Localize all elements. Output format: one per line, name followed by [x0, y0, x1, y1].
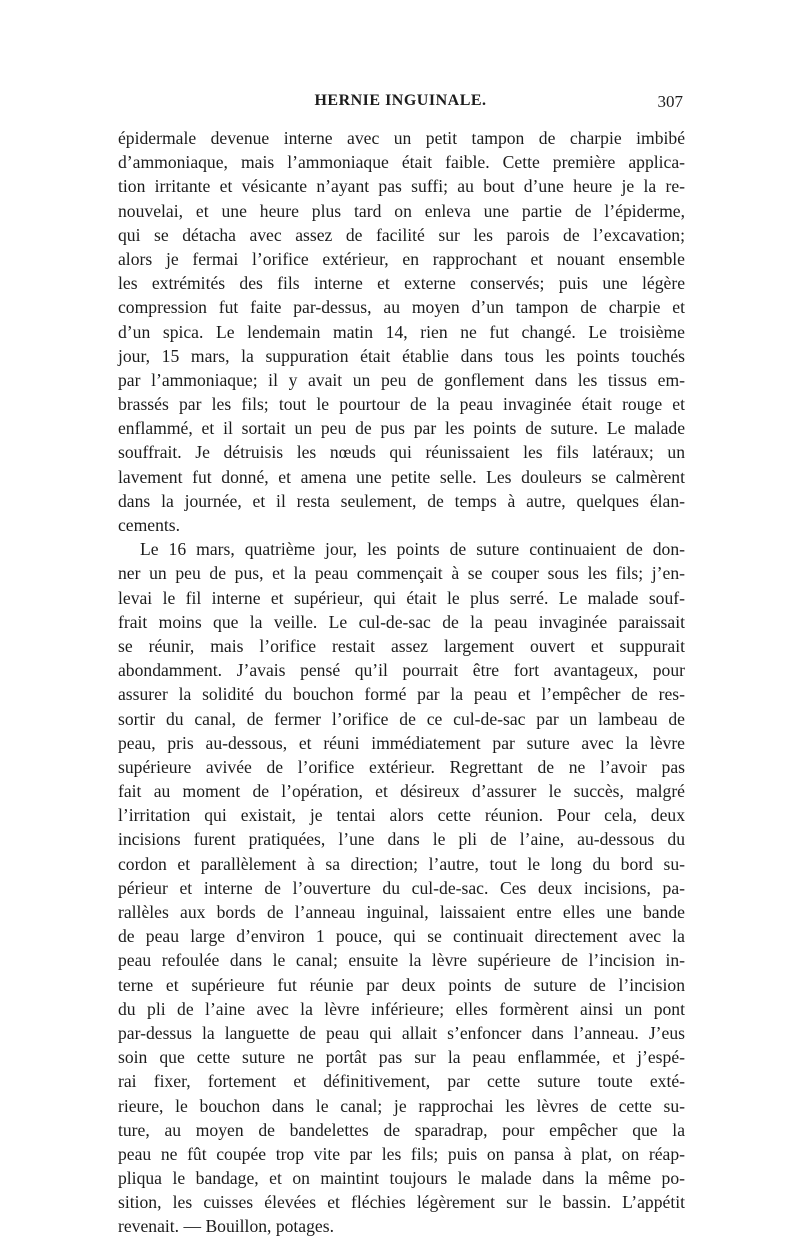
- text-line: jour, 15 mars, la suppuration était établie dans tous les points touchés: [118, 345, 685, 366]
- text-line: Le 16 mars, quatrième jour, les points de suture continuaient de don-: [140, 539, 685, 560]
- text-line: l’irritation qui existait, je tentai alors cette réunion. Pour cela, deux: [118, 805, 685, 826]
- text-line: rallèles aux bords de l’anneau inguinal, laissaient entre elles une bande: [118, 902, 685, 922]
- text-line: incisions furent pratiquées, l’une dans le pli de l’aine, au-dessous du: [118, 829, 685, 850]
- text-line: supérieure avivée de l’orifice extérieur. Regrettant de ne l’avoir pas: [118, 756, 685, 777]
- text-line: nouvelai, et une heure plus tard on enleva une partie de l’épiderme,: [118, 200, 685, 221]
- text-line: ner un peu de pus, et la peau commençait à se couper sous les fils; j’en-: [118, 563, 685, 584]
- text-line: frait moins que la veille. Le cul-de-sac de la peau invaginée paraissait: [118, 611, 685, 632]
- text-line: brassés par les fils; tout le pourtour de la peau invaginée était rouge et: [118, 394, 685, 415]
- text-line: du pli de l’aine avec la lèvre inférieure; elles formèrent ainsi un pont: [118, 998, 685, 1019]
- running-head: [118, 92, 683, 120]
- text-line: peau ne fût coupée trop vite par les fils; puis on pansa à plat, on réap-: [118, 1143, 685, 1164]
- text-line: pliqua le bandage, et on maintint toujours le malade dans la même po-: [118, 1168, 685, 1189]
- text-line: sortir du canal, de fermer l’orifice de ce cul-de-sac par un lambeau de: [118, 708, 685, 729]
- text-line: périeur et interne de l’ouverture du cul-de-sac. Ces deux incisions, pa-: [118, 877, 685, 898]
- text-line: épidermale devenue interne avec un petit tampon de charpie imbibé: [118, 128, 685, 148]
- text-line: fait au moment de l’opération, et désireux d’assurer le succès, malgré: [118, 781, 685, 802]
- text-line: revenait. — Bouillon, potages.: [118, 1216, 334, 1237]
- text-line: dans la journée, et il resta seulement, de temps à autre, quelques élan-: [118, 490, 685, 511]
- text-line: cements.: [118, 515, 181, 535]
- text-line: de peau large d’environ 1 pouce, qui se continuait directement avec la: [118, 926, 685, 947]
- text-line: soin que cette suture ne portât pas sur la peau enflammée, et j’espé-: [118, 1047, 685, 1068]
- text-line: d’ammoniaque, mais l’ammoniaque était faible. Cette première applica-: [118, 152, 685, 173]
- text-line: peau refoulée dans le canal; ensuite la lèvre supérieure de l’incision in-: [118, 950, 685, 971]
- text-line: rieure, le bouchon dans le canal; je rapprochai les lèvres de cette su-: [118, 1095, 685, 1116]
- text-line: peau, pris au-dessous, et réuni immédiatement par suture avec la lèvre: [118, 732, 685, 753]
- page-number: 307: [657, 92, 683, 111]
- text-line: enflammé, et il sortait un peu de pus par les points de suture. Le malade: [118, 418, 685, 439]
- text-line: ture, au moyen de bandelettes de sparadrap, pour empêcher que la: [118, 1119, 685, 1140]
- text-line: lavement fut donné, et amena une petite selle. Les douleurs se calmèrent: [118, 466, 685, 487]
- text-line: rai fixer, fortement et définitivement, par cette suture toute exté-: [118, 1071, 685, 1092]
- text-line: par l’ammoniaque; il y avait un peu de gonflement dans les tissus em-: [118, 369, 685, 390]
- text-line: sition, les cuisses élevées et fléchies légèrement sur le bassin. L’appétit: [118, 1192, 685, 1213]
- text-line: compression fut faite par-dessus, au moyen d’un tampon de charpie et: [118, 297, 685, 318]
- paragraph: [118, 537, 685, 1238]
- text-line: les extrémités des fils interne et externe conservés; puis une légère: [118, 273, 685, 294]
- text-line: abondamment. J’avais pensé qu’il pourrait être fort avantageux, pour: [118, 660, 685, 681]
- text-line: assurer la solidité du bouchon formé par la peau et l’empêcher de res-: [118, 684, 685, 705]
- text-line: par-dessus la languette de peau qui allait s’enfoncer dans l’anneau. J’eus: [118, 1022, 685, 1043]
- text-line: alors je fermai l’orifice extérieur, en rapprochant et nouant ensemble: [118, 248, 685, 269]
- text-line: levai le fil interne et supérieur, qui était le plus serré. Le malade souf-: [118, 587, 685, 608]
- text-line: qui se détacha avec assez de facilité sur les parois de l’excavation;: [118, 224, 685, 245]
- text-line: souffrait. Je détruisis les nœuds qui réunissaient les fils latéraux; un: [118, 442, 685, 463]
- paragraph: [118, 126, 685, 537]
- text-line: se réunir, mais l’orifice restait assez largement ouvert et suppurait: [118, 635, 685, 656]
- text-line: terne et supérieure fut réunie par deux points de suture de l’incision: [118, 974, 685, 995]
- body-text: [118, 126, 685, 1239]
- text-line: cordon et parallèlement à sa direction; l’autre, tout le long du bord su-: [118, 853, 685, 874]
- text-line: d’un spica. Le lendemain matin 14, rien ne fut changé. Le troisième: [118, 321, 685, 342]
- text-line: tion irritante et vésicante n’ayant pas suffi; au bout d’une heure je la re-: [118, 176, 685, 197]
- running-title: HERNIE INGUINALE.: [314, 92, 487, 109]
